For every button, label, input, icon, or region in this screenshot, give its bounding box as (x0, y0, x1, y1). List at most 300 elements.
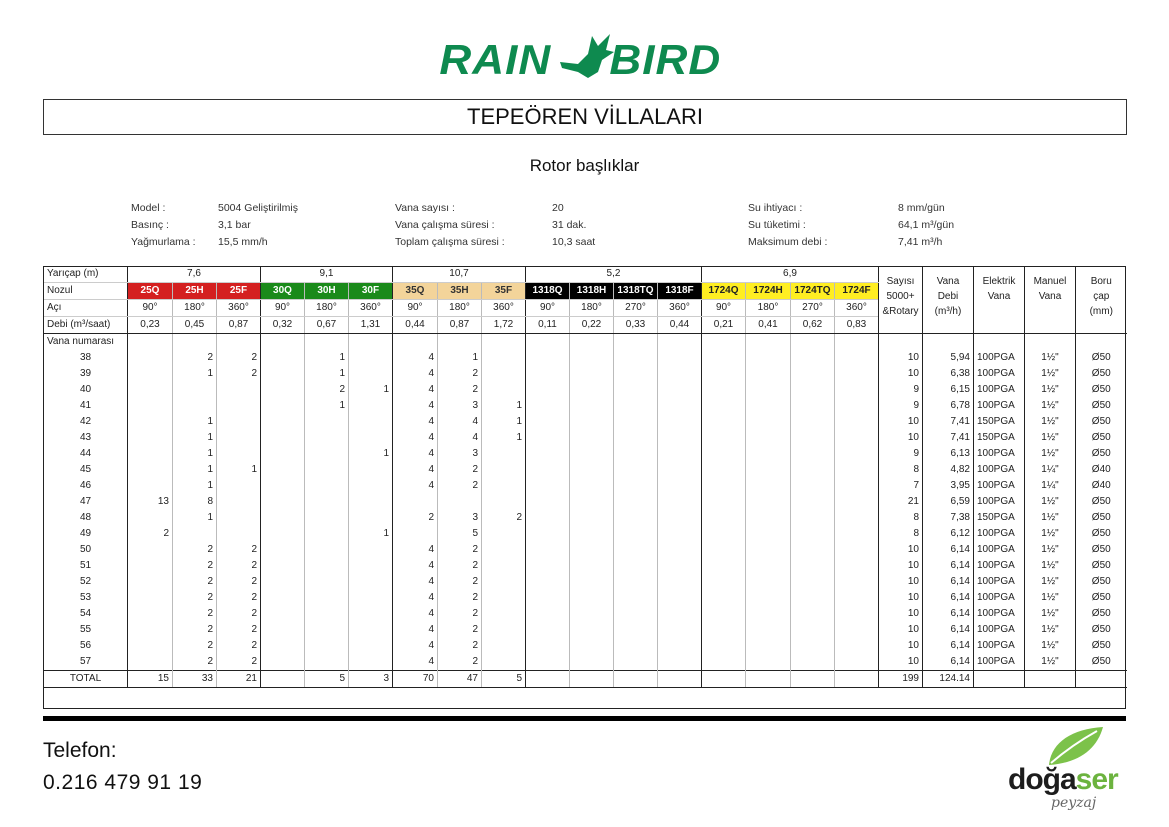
nozzle-count (791, 398, 835, 414)
valve-number: 50 (44, 542, 128, 558)
nozzle-count (217, 414, 261, 430)
pipe-cell: Ø50 (1076, 510, 1127, 526)
nozzle-count (702, 430, 746, 446)
flow-cell: 0,67 (305, 317, 349, 334)
empty-cell (1076, 334, 1127, 351)
nozzle-count (658, 654, 702, 671)
pipe-cell: Ø50 (1076, 590, 1127, 606)
count-cell: 7 (879, 478, 923, 494)
valve-flow-cell: 4,82 (923, 462, 974, 478)
nozzle-count (128, 446, 173, 462)
nozzle-count (791, 654, 835, 671)
valve-row (44, 622, 1127, 638)
nozzle-count (746, 462, 791, 478)
info-value: 10,3 saat (552, 236, 596, 248)
count-cell: 21 (879, 494, 923, 510)
nozzle-count (217, 494, 261, 510)
info-label: Model : (131, 202, 166, 214)
nozzle-count (526, 382, 570, 398)
nozzle-count: 2 (173, 574, 217, 590)
valve-number: 52 (44, 574, 128, 590)
pipe-cell: Ø50 (1076, 446, 1127, 462)
nozzle-count (702, 654, 746, 671)
nozzle-count: 2 (438, 462, 482, 478)
nozzle-count (791, 462, 835, 478)
nozzle-count (482, 590, 526, 606)
valve-row (44, 478, 1127, 494)
nozzle-count: 4 (393, 558, 438, 574)
nozzle-header: 30F (349, 283, 393, 300)
nozzle-count (702, 542, 746, 558)
nozzle-count (482, 542, 526, 558)
nozzle-count (570, 462, 614, 478)
nozzle-count (614, 622, 658, 638)
count-cell: 10 (879, 542, 923, 558)
pipe-cell: Ø50 (1076, 606, 1127, 622)
header-line: Boru (1090, 276, 1112, 287)
nozzle-count (128, 414, 173, 430)
valve-flow-cell: 5,94 (923, 350, 974, 366)
nozzle-count (438, 494, 482, 510)
nozzle-count (746, 638, 791, 654)
nozzle-count (614, 478, 658, 494)
nozzle-count (173, 398, 217, 414)
nozzle-count (526, 510, 570, 526)
nozzle-count (658, 574, 702, 590)
nozzle-count: 4 (393, 590, 438, 606)
flow-cell: 0,21 (702, 317, 746, 334)
manual-valve-cell: 1½" (1025, 558, 1076, 574)
nozzle-count (261, 350, 305, 366)
nozzle-count: 4 (393, 622, 438, 638)
row-label-valve-number: Vana numarası (44, 334, 128, 351)
nozzle-count: 1 (438, 350, 482, 366)
angle-cell: 180° (305, 300, 349, 317)
nozzle-count: 2 (217, 366, 261, 382)
valve-number: 45 (44, 462, 128, 478)
nozzle-count: 2 (438, 606, 482, 622)
flow-cell: 0,23 (128, 317, 173, 334)
flow-cell: 0,87 (438, 317, 482, 334)
nozzle-count (570, 510, 614, 526)
manual-valve-cell: 1½" (1025, 414, 1076, 430)
valve-flow-cell: 6,14 (923, 606, 974, 622)
nozzle-count (173, 526, 217, 542)
nozzle-count: 1 (305, 350, 349, 366)
nozzle-count (746, 398, 791, 414)
nozzle-count: 2 (173, 606, 217, 622)
nozzle-count (261, 478, 305, 494)
nozzle-count (746, 590, 791, 606)
nozzle-count (305, 654, 349, 671)
nozzle-count (128, 398, 173, 414)
row-label-radius: Yarıçap (m) (44, 266, 128, 283)
nozzle-count (128, 654, 173, 671)
count-cell: 10 (879, 622, 923, 638)
total-count: 47 (438, 671, 482, 688)
valve-number: 51 (44, 558, 128, 574)
count-cell: 10 (879, 654, 923, 671)
nozzle-count (128, 430, 173, 446)
nozzle-count (393, 494, 438, 510)
phone-number: 0.216 479 91 19 (43, 771, 203, 794)
manual-valve-cell: 1½" (1025, 446, 1076, 462)
angle-cell: 360° (658, 300, 702, 317)
nozzle-count (526, 542, 570, 558)
nozzle-count (261, 574, 305, 590)
nozzle-count (614, 494, 658, 510)
nozzle-count: 1 (173, 446, 217, 462)
nozzle-count: 4 (393, 542, 438, 558)
nozzle-header: 25F (217, 283, 261, 300)
nozzle-count (128, 462, 173, 478)
pipe-cell: Ø50 (1076, 622, 1127, 638)
nozzle-count (261, 446, 305, 462)
nozzle-count (305, 494, 349, 510)
electric-valve-cell: 100PGA (974, 446, 1025, 462)
nozzle-count (349, 510, 393, 526)
header-line: Vana (987, 291, 1011, 302)
nozzle-count (791, 350, 835, 366)
pipe-cell: Ø50 (1076, 542, 1127, 558)
flow-cell: 0,44 (393, 317, 438, 334)
nozzle-count (614, 462, 658, 478)
nozzle-count (261, 542, 305, 558)
nozzle-count (791, 606, 835, 622)
flow-cell: 0,41 (746, 317, 791, 334)
valve-flow-cell: 6,14 (923, 638, 974, 654)
nozzle-count: 4 (393, 606, 438, 622)
info-label: Vana sayısı : (395, 202, 455, 214)
nozzle-header: 30Q (261, 283, 305, 300)
nozzle-count (482, 366, 526, 382)
nozzle-count (349, 542, 393, 558)
valve-number: 48 (44, 510, 128, 526)
nozzle-count (305, 558, 349, 574)
nozzle-count (305, 606, 349, 622)
nozzle-count (482, 622, 526, 638)
nozzle-count (614, 430, 658, 446)
nozzle-count (349, 606, 393, 622)
nozzle-count (791, 590, 835, 606)
angle-cell: 180° (173, 300, 217, 317)
pipe-cell: Ø50 (1076, 398, 1127, 414)
valve-row (44, 526, 1127, 542)
total-count-sum: 199 (879, 671, 923, 688)
manual-valve-cell: 1½" (1025, 542, 1076, 558)
flow-cell: 0,22 (570, 317, 614, 334)
nozzle-count (570, 430, 614, 446)
count-cell: 10 (879, 414, 923, 430)
electric-valve-cell: 100PGA (974, 638, 1025, 654)
valve-number: 56 (44, 638, 128, 654)
nozzle-count (261, 622, 305, 638)
nozzle-count (658, 510, 702, 526)
nozzle-count (128, 510, 173, 526)
nozzle-count (482, 446, 526, 462)
manual-valve-cell: 1½" (1025, 430, 1076, 446)
total-label: TOTAL (44, 671, 128, 688)
valve-number: 42 (44, 414, 128, 430)
nozzle-count (173, 382, 217, 398)
nozzle-count (835, 446, 879, 462)
nozzle-count (217, 398, 261, 414)
nozzle-count (835, 590, 879, 606)
nozzle-count (570, 414, 614, 430)
valve-flow-cell: 6,14 (923, 622, 974, 638)
electric-valve-cell: 100PGA (974, 526, 1025, 542)
radius-group: 5,2 (526, 266, 702, 283)
header-line: 5000+ (886, 291, 915, 302)
nozzle-count (349, 590, 393, 606)
footer-divider (43, 716, 1126, 721)
header-pipe-diameter (1076, 266, 1127, 334)
nozzle-count (791, 510, 835, 526)
nozzle-count: 2 (438, 590, 482, 606)
header-line: Elektrik (982, 276, 1016, 287)
nozzle-count: 2 (438, 654, 482, 671)
nozzle-count: 1 (305, 366, 349, 382)
nozzle-count (835, 366, 879, 382)
valve-row (44, 510, 1127, 526)
nozzle-count (526, 638, 570, 654)
header-line: &Rotary (882, 306, 919, 317)
valve-number: 41 (44, 398, 128, 414)
info-label: Basınç : (131, 219, 169, 231)
nozzle-count (128, 590, 173, 606)
flow-cell: 1,72 (482, 317, 526, 334)
logo-word-rain: RAIN (439, 36, 552, 83)
header-line: (mm) (1089, 306, 1113, 317)
electric-valve-cell: 100PGA (974, 382, 1025, 398)
electric-valve-cell: 100PGA (974, 462, 1025, 478)
valve-number: 39 (44, 366, 128, 382)
nozzle-count (526, 654, 570, 671)
empty-cell (835, 334, 879, 351)
valve-row (44, 590, 1127, 606)
nozzle-count (658, 430, 702, 446)
header-line: Vana (936, 276, 960, 287)
nozzle-count (702, 526, 746, 542)
nozzle-count: 1 (173, 478, 217, 494)
nozzle-count: 2 (128, 526, 173, 542)
nozzle-count (261, 510, 305, 526)
nozzle-count (746, 526, 791, 542)
nozzle-count (261, 414, 305, 430)
electric-valve-cell: 100PGA (974, 654, 1025, 671)
nozzle-count (702, 462, 746, 478)
valve-flow-cell: 7,38 (923, 510, 974, 526)
info-label: Yağmurlama : (131, 236, 196, 248)
radius-group: 7,6 (128, 266, 261, 283)
nozzle-count (791, 382, 835, 398)
empty-cell (526, 334, 570, 351)
nozzle-count (482, 526, 526, 542)
nozzle-count (482, 654, 526, 671)
nozzle-count: 4 (438, 414, 482, 430)
count-cell: 9 (879, 398, 923, 414)
nozzle-count: 2 (438, 558, 482, 574)
empty-cell (614, 334, 658, 351)
nozzle-count (791, 558, 835, 574)
pipe-cell: Ø50 (1076, 574, 1127, 590)
nozzle-count (702, 366, 746, 382)
nozzle-count (791, 414, 835, 430)
nozzle-count (702, 414, 746, 430)
nozzle-header: 1318H (570, 283, 614, 300)
nozzle-count: 2 (173, 590, 217, 606)
nozzle-count (261, 638, 305, 654)
nozzle-count (746, 542, 791, 558)
nozzle-count (128, 638, 173, 654)
count-cell: 10 (879, 366, 923, 382)
total-count: 3 (349, 671, 393, 688)
nozzle-count (128, 542, 173, 558)
nozzle-count (305, 462, 349, 478)
info-label: Su ihtiyacı : (748, 202, 803, 214)
nozzle-count: 2 (438, 622, 482, 638)
dogaser-subtitle: peyzaj (1051, 795, 1097, 811)
count-cell: 10 (879, 590, 923, 606)
nozzle-count (614, 414, 658, 430)
total-count (702, 671, 746, 688)
nozzle-count (526, 590, 570, 606)
nozzle-count (526, 526, 570, 542)
nozzle-count (349, 462, 393, 478)
pipe-cell: Ø50 (1076, 382, 1127, 398)
total-count (791, 671, 835, 688)
nozzle-count (128, 382, 173, 398)
valve-row (44, 638, 1127, 654)
total-count (614, 671, 658, 688)
valve-flow-cell: 3,95 (923, 478, 974, 494)
nozzle-count (702, 574, 746, 590)
nozzle-count: 1 (217, 462, 261, 478)
total-count: 5 (305, 671, 349, 688)
nozzle-count (658, 526, 702, 542)
pipe-cell: Ø50 (1076, 638, 1127, 654)
angle-cell: 270° (791, 300, 835, 317)
nozzle-count: 2 (438, 382, 482, 398)
nozzle-count: 4 (393, 414, 438, 430)
nozzle-count: 2 (217, 558, 261, 574)
nozzle-header: 30H (305, 283, 349, 300)
manual-valve-cell: 1½" (1025, 622, 1076, 638)
nozzle-count (482, 478, 526, 494)
nozzle-count (570, 622, 614, 638)
nozzle-count: 4 (393, 654, 438, 671)
nozzle-count (791, 638, 835, 654)
manual-valve-cell: 1½" (1025, 398, 1076, 414)
nozzle-count: 4 (393, 398, 438, 414)
nozzle-count (570, 606, 614, 622)
header-line: (m³/h) (934, 306, 962, 317)
manual-valve-cell: 1½" (1025, 590, 1076, 606)
electric-valve-cell: 100PGA (974, 542, 1025, 558)
angle-cell: 90° (128, 300, 173, 317)
nozzle-count (614, 654, 658, 671)
nozzle-count (746, 654, 791, 671)
empty-cell (482, 334, 526, 351)
nozzle-count (746, 366, 791, 382)
nozzle-count (791, 446, 835, 462)
valve-number: 54 (44, 606, 128, 622)
flow-cell: 0,44 (658, 317, 702, 334)
nozzle-count (835, 542, 879, 558)
header-line: Debi (937, 291, 959, 302)
nozzle-count (658, 462, 702, 478)
nozzle-count: 4 (393, 638, 438, 654)
nozzle-count: 2 (217, 654, 261, 671)
nozzle-count (128, 366, 173, 382)
count-cell: 9 (879, 446, 923, 462)
nozzle-count (305, 542, 349, 558)
nozzle-count (526, 366, 570, 382)
electric-valve-cell: 100PGA (974, 590, 1025, 606)
nozzle-count (614, 558, 658, 574)
header-count (879, 266, 923, 334)
empty-cell (658, 334, 702, 351)
nozzle-count: 1 (173, 366, 217, 382)
nozzle-count: 2 (305, 382, 349, 398)
nozzle-count (702, 510, 746, 526)
nozzle-count (614, 574, 658, 590)
nozzle-count (835, 638, 879, 654)
count-cell: 8 (879, 510, 923, 526)
nozzle-count (658, 382, 702, 398)
nozzle-count (658, 494, 702, 510)
nozzle-count (614, 350, 658, 366)
total-count: 33 (173, 671, 217, 688)
empty-cell (1025, 334, 1076, 351)
pipe-cell: Ø50 (1076, 526, 1127, 542)
nozzle-count: 8 (173, 494, 217, 510)
nozzle-count (261, 558, 305, 574)
nozzle-count (261, 382, 305, 398)
nozzle-count (702, 590, 746, 606)
nozzle-count (658, 606, 702, 622)
nozzle-count (702, 622, 746, 638)
info-value: 15,5 mm/h (218, 236, 268, 248)
nozzle-count (570, 542, 614, 558)
pipe-cell: Ø50 (1076, 350, 1127, 366)
nozzle-count (217, 430, 261, 446)
nozzle-count (349, 622, 393, 638)
nozzle-count (570, 350, 614, 366)
nozzle-count (570, 446, 614, 462)
project-title: TEPEÖREN VİLLALARI (43, 99, 1127, 135)
nozzle-count (746, 478, 791, 494)
nozzle-count (526, 414, 570, 430)
nozzle-count (614, 382, 658, 398)
header-line: çap (1093, 291, 1110, 302)
nozzle-count: 2 (217, 590, 261, 606)
nozzle-header: 1318TQ (614, 283, 658, 300)
count-cell: 10 (879, 606, 923, 622)
angle-cell: 180° (746, 300, 791, 317)
nozzle-count (835, 558, 879, 574)
bird-icon (558, 32, 616, 82)
electric-valve-cell: 100PGA (974, 494, 1025, 510)
nozzle-count (261, 494, 305, 510)
nozzle-count: 2 (438, 542, 482, 558)
radius-group: 10,7 (393, 266, 526, 283)
nozzle-count (261, 398, 305, 414)
nozzle-count: 2 (217, 574, 261, 590)
row-label-nozzle: Nozul (44, 283, 128, 300)
valve-row (44, 398, 1127, 414)
nozzle-count (835, 398, 879, 414)
